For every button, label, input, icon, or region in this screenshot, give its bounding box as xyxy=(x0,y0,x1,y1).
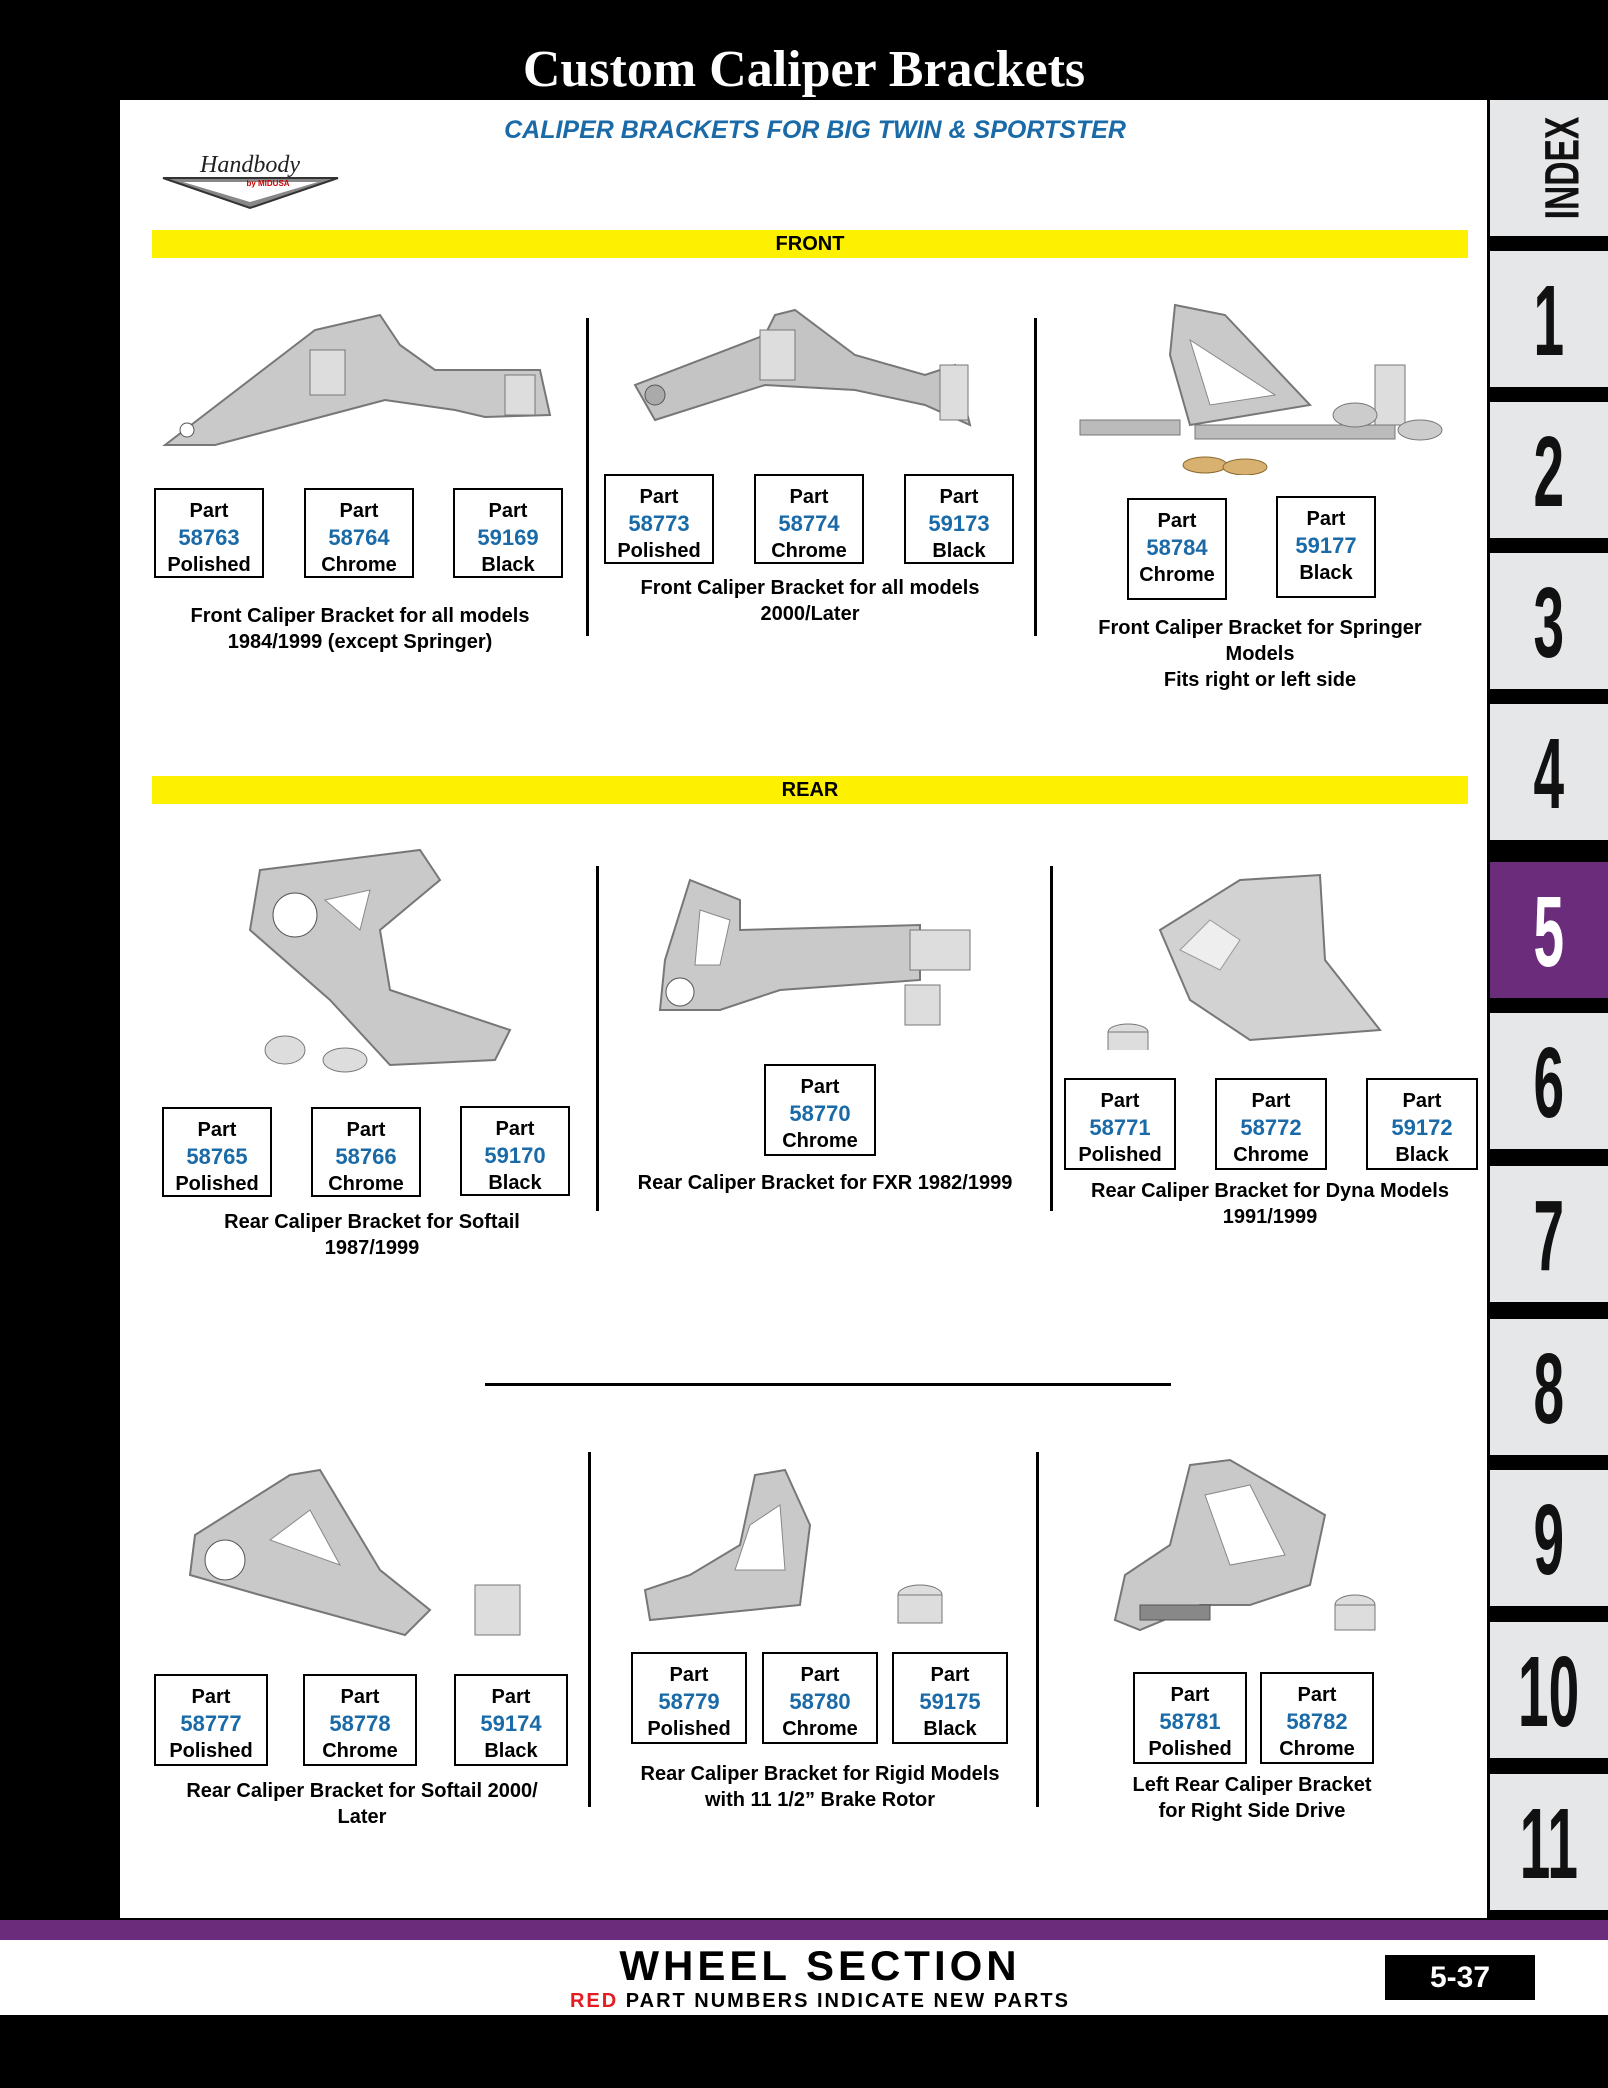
rear-bracket-image-3 xyxy=(1100,870,1390,1050)
tab-7[interactable]: 7 xyxy=(1490,1166,1608,1302)
part-box: Part 58773 Polished xyxy=(604,474,714,564)
caption: Front Caliper Bracket for all models 1984/1999 (except Springer) xyxy=(190,605,530,653)
tab-5[interactable]: 5 xyxy=(1490,862,1608,998)
tab-3[interactable]: 3 xyxy=(1490,553,1608,689)
caption: Left Rear Caliper Bracket for Right Side Drive xyxy=(1132,1774,1372,1822)
part-box: Part 58774 Chrome xyxy=(754,474,864,564)
part-box: Part 58763 Polished xyxy=(154,488,264,578)
caption: Front Caliper Bracket for Springer Models Fits right or left side xyxy=(1098,617,1422,691)
front-bracket-image-2 xyxy=(625,305,1005,445)
tab-10[interactable]: 10 xyxy=(1490,1622,1608,1758)
page-subtitle: CALIPER BRACKETS FOR BIG TWIN & SPORTSTER xyxy=(504,116,1126,144)
part-box: Part 58780 Chrome xyxy=(762,1652,878,1744)
part-box: Part 59173 Black xyxy=(904,474,1014,564)
part-box: Part 59172 Black xyxy=(1366,1078,1478,1170)
caption: Rear Caliper Bracket for Rigid Models with 11 1/2” Brake Rotor xyxy=(640,1763,1000,1811)
front-band: FRONT xyxy=(152,230,1468,258)
caption: Front Caliper Bracket for all models 2000/Later xyxy=(640,577,980,625)
part-box: Part 58764 Chrome xyxy=(304,488,414,578)
rear-bracket-image-4 xyxy=(180,1460,530,1640)
tab-8[interactable]: 8 xyxy=(1490,1319,1608,1455)
part-box: Part 58781 Polished xyxy=(1133,1672,1247,1764)
part-box: Part 58777 Polished xyxy=(154,1674,268,1766)
front-bracket-image-3 xyxy=(1075,295,1455,475)
tab-index[interactable]: INDEX xyxy=(1490,100,1608,236)
divider xyxy=(1036,1452,1039,1807)
rear-band: REAR xyxy=(152,776,1468,804)
part-box: Part 58779 Polished xyxy=(631,1652,747,1744)
part-box: Part 58765 Polished xyxy=(162,1107,272,1197)
caption: Rear Caliper Bracket for Dyna Models 1991/1999 xyxy=(1091,1180,1449,1228)
footer-bottom xyxy=(0,2015,1608,2088)
part-box: Part 58772 Chrome xyxy=(1215,1078,1327,1170)
part-box: Part 58778 Chrome xyxy=(303,1674,417,1766)
page-title: Custom Caliper Brackets xyxy=(522,41,1086,98)
rear-bracket-image-6 xyxy=(1110,1455,1410,1665)
rear-bracket-image-1 xyxy=(240,840,530,1080)
caption: Rear Caliper Bracket for Softail 2000/ Later xyxy=(186,1780,538,1828)
part-box: Part 58784 Chrome xyxy=(1127,498,1227,600)
divider xyxy=(596,866,599,1211)
divider xyxy=(586,318,589,636)
rear-bracket-image-5 xyxy=(640,1465,960,1640)
section-name: WHEEL SECTION xyxy=(619,1942,1021,1989)
tab-4[interactable]: 4 xyxy=(1490,704,1608,840)
caption: Rear Caliper Bracket for FXR 1982/1999 xyxy=(637,1172,1013,1194)
part-box: Part 58782 Chrome xyxy=(1260,1672,1374,1764)
divider xyxy=(588,1452,591,1807)
svg-text:Handbody: Handbody xyxy=(200,152,300,178)
caption: Rear Caliper Bracket for Softail 1987/1999 xyxy=(224,1211,520,1259)
tab-11[interactable]: 11 xyxy=(1490,1774,1608,1910)
tab-2[interactable]: 2 xyxy=(1490,402,1608,538)
part-box: Part 59169 Black xyxy=(453,488,563,578)
part-box: Part 59175 Black xyxy=(892,1652,1008,1744)
part-box: Part 59170 Black xyxy=(460,1106,570,1196)
part-box: Part 59174 Black xyxy=(454,1674,568,1766)
tab-9[interactable]: 9 xyxy=(1490,1470,1608,1606)
section-rule xyxy=(485,1383,1171,1386)
rear-bracket-image-2 xyxy=(650,870,980,1040)
part-box: Part 58766 Chrome xyxy=(311,1107,421,1197)
part-box: Part 58771 Polished xyxy=(1064,1078,1176,1170)
footer-stripe xyxy=(0,1920,1608,1940)
new-parts-note: RED PART NUMBERS INDICATE NEW PARTS xyxy=(569,1990,1070,2012)
page-number: 5-37 xyxy=(1385,1955,1535,2000)
svg-text:by MIDUSA: by MIDUSA xyxy=(246,179,290,188)
divider xyxy=(1050,866,1053,1211)
tab-1[interactable]: 1 xyxy=(1490,251,1608,387)
part-box: Part 58770 Chrome xyxy=(764,1064,876,1156)
part-box: Part 59177 Black xyxy=(1276,496,1376,598)
handbody-logo xyxy=(158,150,343,210)
tab-6[interactable]: 6 xyxy=(1490,1013,1608,1149)
front-bracket-image-1 xyxy=(155,305,555,465)
divider xyxy=(1034,318,1037,636)
